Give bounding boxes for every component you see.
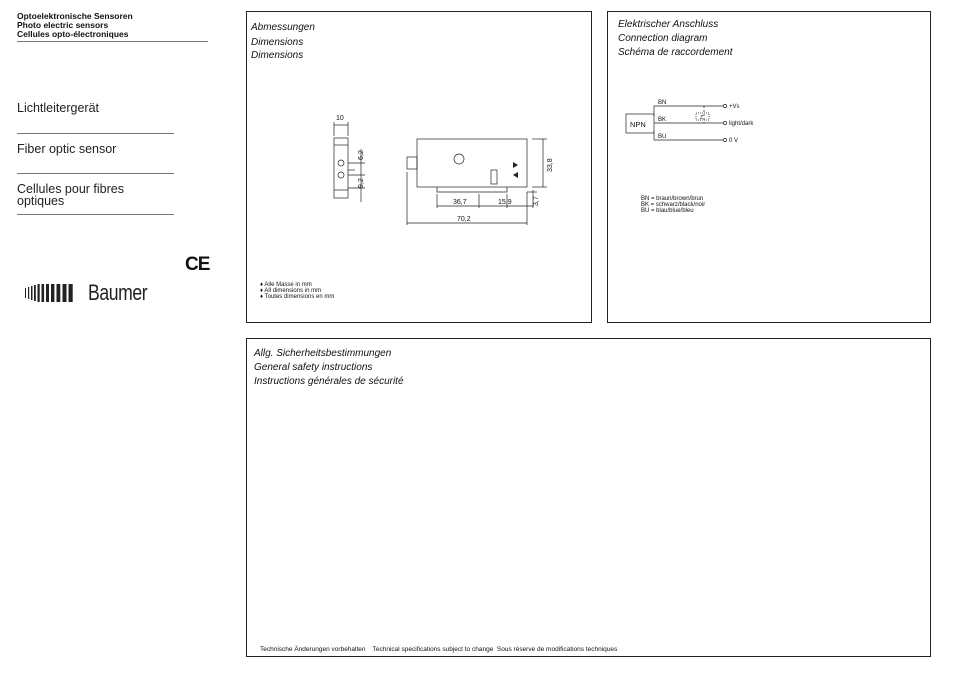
- dim-label-len2: 15,9: [498, 199, 512, 206]
- dimensions-title-fr: Dimensions: [251, 50, 304, 61]
- dimensions-title-de: Abmessungen: [251, 22, 315, 33]
- dim-label-width: 10: [336, 115, 344, 122]
- dim-label-len1: 36,7: [453, 199, 467, 206]
- ce-mark: CE: [185, 254, 210, 275]
- connection-diagram: [608, 12, 930, 322]
- product-name-fr-cont: optiques: [17, 194, 65, 208]
- dim-label-total: 70,2: [457, 216, 471, 223]
- product-name-de: Lichtleitergerät: [17, 101, 99, 115]
- footer-disclaimer: Technische Änderungen vorbehalten Technical specifications subject to change Sous réserve de modifications techniques: [260, 646, 618, 653]
- safety-title-en: General safety instructions: [254, 362, 373, 373]
- header-divider: [17, 41, 208, 42]
- wire-bk-label: BK: [658, 117, 667, 123]
- product-divider: [17, 133, 174, 134]
- header-line-fr: Cellules opto-électroniques: [17, 29, 129, 39]
- safety-panel: [246, 338, 931, 657]
- dim-label-height: 33,8: [547, 158, 554, 172]
- connection-title-de: Elektrischer Anschluss: [618, 19, 719, 30]
- wire-bu-label: BU: [658, 134, 667, 140]
- wire-legend-bn: BN = braun/brown/brun: [641, 196, 704, 202]
- connection-panel: [607, 11, 931, 323]
- dim-note-fr: ♦ Toutes dimensions en mm: [260, 294, 335, 300]
- dimensions-title-en: Dimensions: [251, 37, 304, 48]
- npn-label: NPN: [630, 120, 646, 129]
- wire-legend-bu: BU = blau/blue/bleu: [641, 208, 694, 214]
- baumer-logo-icon: [25, 284, 85, 307]
- dimensions-panel: [246, 11, 592, 323]
- dim-note-de: ♦ Alle Masse in mm: [260, 282, 312, 288]
- safety-title-fr: Instructions générales de sécurité: [254, 376, 404, 387]
- dim-label-d2: 9,2: [358, 178, 365, 188]
- dim-note-en: ♦ All dimensions in mm: [260, 288, 322, 294]
- product-name-en: Fiber optic sensor: [17, 142, 117, 156]
- dim-label-len3: 3,7: [533, 196, 540, 206]
- terminal-vs-label: +Vs: [729, 104, 740, 110]
- dim-label-d1: 6,2: [358, 150, 365, 160]
- connection-title-en: Connection diagram: [618, 33, 708, 44]
- dimension-drawing: [247, 12, 591, 322]
- connection-title-fr: Schéma de raccordement: [618, 47, 733, 58]
- product-divider: [17, 173, 174, 174]
- load-z-label: Z: [700, 115, 704, 121]
- wire-legend-bk: BK = schwarz/black/noir: [641, 202, 706, 208]
- brand-name: Baumer: [88, 280, 148, 305]
- wire-bn-label: BN: [658, 100, 667, 106]
- safety-title-de: Allg. Sicherheitsbestimmungen: [254, 348, 392, 359]
- header-line-en: Photo electric sensors: [17, 20, 109, 30]
- product-name-fr: Cellules pour fibres: [17, 182, 124, 196]
- terminal-light-dark-label: light/dark: [729, 121, 754, 127]
- terminal-0v-label: 0 V: [729, 138, 739, 144]
- product-divider: [17, 214, 174, 215]
- header-line-de: Optoelektronische Sensoren: [17, 11, 133, 21]
